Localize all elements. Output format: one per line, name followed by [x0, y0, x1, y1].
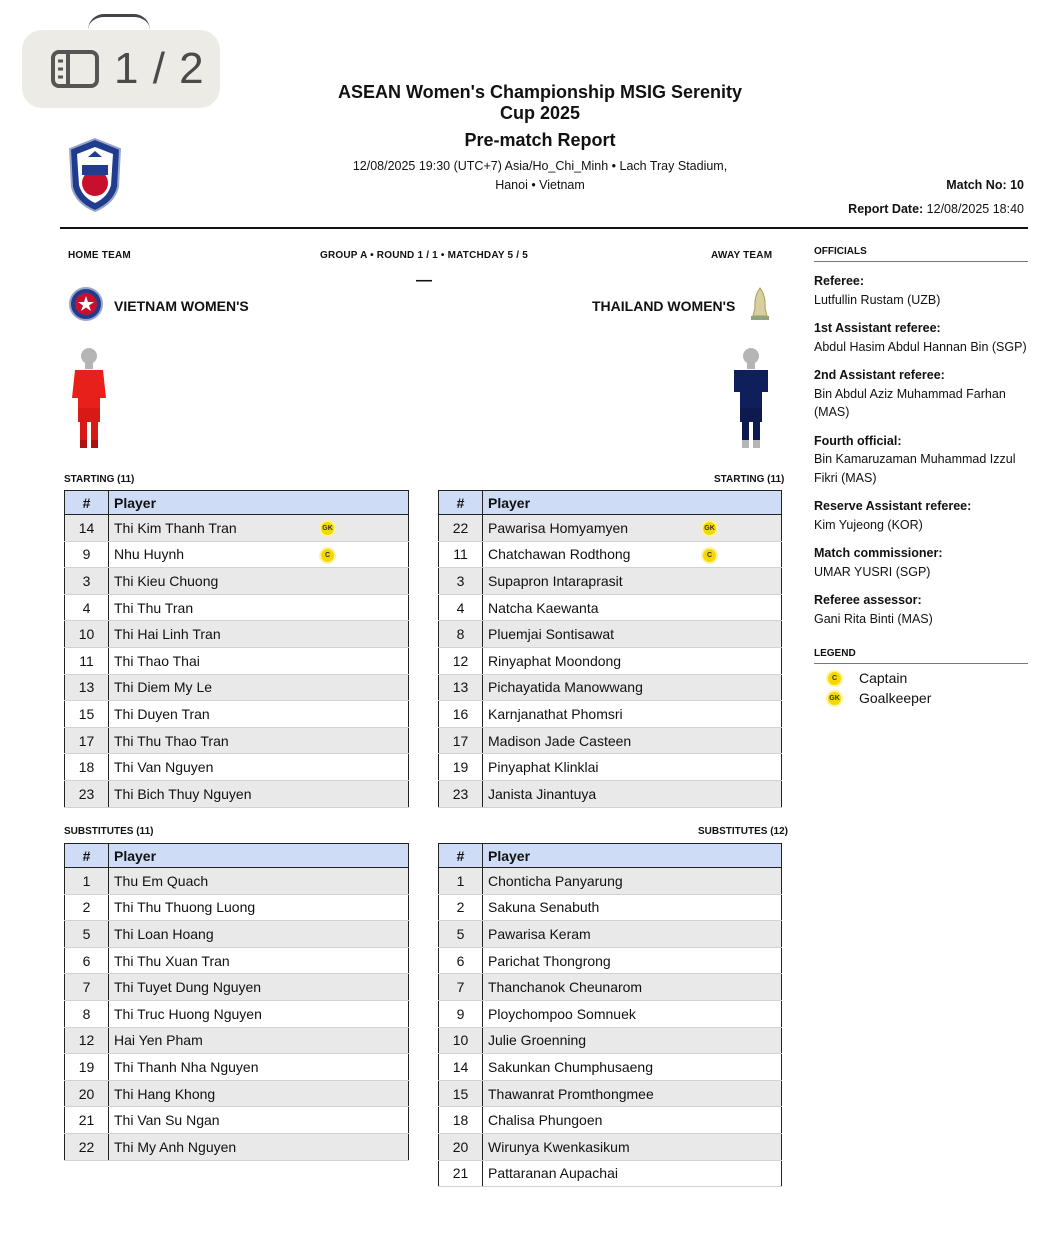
player-number: 11 [439, 541, 483, 568]
official-role: Referee assessor: [814, 593, 922, 607]
table-row [439, 727, 782, 754]
player-name-cell [483, 1027, 782, 1054]
player-name-cell [483, 647, 782, 674]
player-name-cell [109, 947, 409, 974]
official-name: UMAR YUSRI (SGP) [814, 564, 931, 579]
table-row [65, 1054, 409, 1081]
player-name: Thi Duyen Tran [114, 705, 210, 722]
away-kit-figure [728, 346, 774, 455]
player-name-cell [109, 515, 409, 542]
table-row [439, 621, 782, 648]
home-subs-table [64, 843, 409, 1161]
player-name: Thanchanok Cheunarom [488, 979, 643, 996]
player-name: Julie Groenning [488, 1032, 587, 1049]
player-name-cell [483, 701, 782, 728]
player-name: Thi Diem My Le [114, 679, 213, 696]
player-number: 16 [439, 701, 483, 728]
player-number: 21 [439, 1160, 483, 1187]
table-row [65, 1107, 409, 1134]
player-name-cell [483, 541, 782, 568]
table-row [65, 568, 409, 595]
player-number: 8 [65, 1000, 109, 1027]
player-name-cell [483, 674, 782, 701]
official-role: 2nd Assistant referee: [814, 368, 945, 382]
player-name-cell [483, 974, 782, 1001]
player-name: Pluemjai Sontisawat [488, 626, 615, 643]
player-name: Sakunkan Chumphusaeng [488, 1058, 654, 1075]
player-number: 23 [65, 780, 109, 807]
page-indicator[interactable] [22, 30, 220, 108]
legend-heading: LEGEND [814, 648, 1028, 664]
column-header-number: # [65, 844, 109, 868]
table-row [65, 1080, 409, 1107]
goalkeeper-badge-icon: GK [826, 690, 843, 707]
match-datetime-venue: 12/08/2025 19:30 (UTC+7) Asia/Ho_Chi_Minh • Lach Tray Stadium, [352, 159, 728, 173]
player-name: Natcha Kaewanta [488, 599, 599, 616]
player-name-cell [109, 921, 409, 948]
player-name-cell [109, 594, 409, 621]
table-row [439, 594, 782, 621]
player-number: 4 [65, 594, 109, 621]
table-row [65, 701, 409, 728]
table-row [65, 621, 409, 648]
player-name-cell [483, 594, 782, 621]
player-name: Parichat Thongrong [488, 952, 611, 969]
player-name: Sakuna Senabuth [488, 899, 600, 916]
player-name: Thi Thanh Nha Nguyen [114, 1058, 259, 1075]
table-row [439, 1000, 782, 1027]
official-entry [814, 591, 1028, 628]
official-role: Reserve Assistant referee: [814, 499, 972, 513]
table-row [65, 947, 409, 974]
player-name: Thi My Anh Nguyen [114, 1138, 237, 1155]
official-role: Referee: [814, 274, 865, 288]
player-name-cell [109, 1054, 409, 1081]
table-row [439, 868, 782, 895]
player-name: Madison Jade Casteen [488, 732, 632, 749]
official-name: Bin Abdul Aziz Muhammad Farhan (MAS) [814, 386, 1006, 419]
table-header-row [439, 491, 782, 515]
away-starting-table [438, 490, 782, 808]
player-number: 6 [439, 947, 483, 974]
player-number: 18 [439, 1107, 483, 1134]
player-name: Thi Thu Xuan Tran [114, 952, 230, 969]
table-row [65, 780, 409, 807]
player-number: 8 [439, 621, 483, 648]
table-row [65, 727, 409, 754]
tournament-logo [66, 137, 124, 218]
player-number: 11 [65, 647, 109, 674]
table-row [65, 754, 409, 781]
table-row [65, 974, 409, 1001]
player-number: 6 [65, 947, 109, 974]
player-number: 15 [439, 1080, 483, 1107]
table-row [439, 921, 782, 948]
player-name: Janista Jinantuya [488, 785, 597, 802]
player-name: Thi Thu Thao Tran [114, 732, 229, 749]
table-row [65, 647, 409, 674]
official-role: 1st Assistant referee: [814, 321, 941, 335]
player-name: Pinyaphat Klinklai [488, 759, 599, 776]
player-name-cell [109, 727, 409, 754]
player-name-cell [483, 515, 782, 542]
player-name-cell [483, 754, 782, 781]
player-name-cell [483, 1160, 782, 1187]
player-name: Pattaranan Aupachai [488, 1165, 618, 1182]
table-row [65, 515, 409, 542]
player-name: Chatchawan Rodthong [488, 546, 631, 563]
player-name-cell [109, 568, 409, 595]
player-name-cell [483, 568, 782, 595]
table-row [439, 780, 782, 807]
player-number: 12 [65, 1027, 109, 1054]
table-row [439, 701, 782, 728]
report-header [330, 82, 750, 195]
home-kit-figure [66, 346, 112, 455]
player-number: 13 [65, 674, 109, 701]
player-number: 13 [439, 674, 483, 701]
report-date [848, 202, 1024, 216]
sidebar-toggle-icon[interactable] [50, 49, 100, 89]
player-name-cell [109, 868, 409, 895]
table-header-row [65, 491, 409, 515]
report-date-label: Report Date: [848, 202, 924, 216]
player-number: 14 [65, 515, 109, 542]
player-name: Hai Yen Pham [114, 1032, 203, 1049]
player-number: 20 [65, 1080, 109, 1107]
away-subs-label: SUBSTITUTES (12) [698, 826, 789, 837]
player-name: Thi Bich Thuy Nguyen [114, 785, 252, 802]
player-name-cell [483, 868, 782, 895]
home-subs-label: SUBSTITUTES (11) [64, 826, 154, 837]
table-row [65, 894, 409, 921]
report-subtitle: Pre-match Report [464, 130, 616, 150]
home-starting-table [64, 490, 409, 808]
player-name-cell [483, 621, 782, 648]
column-header-player: Player [483, 491, 782, 515]
player-number: 7 [439, 974, 483, 1001]
legend-panel [814, 648, 1028, 708]
away-subs-table [438, 843, 782, 1187]
official-entry [814, 497, 1028, 534]
player-name-cell [483, 921, 782, 948]
player-number: 18 [65, 754, 109, 781]
table-row [439, 754, 782, 781]
player-name-cell [109, 1107, 409, 1134]
player-number: 17 [65, 727, 109, 754]
player-name: Pawarisa Keram [488, 925, 591, 942]
player-name-cell [109, 780, 409, 807]
table-row [65, 594, 409, 621]
legend-item [826, 688, 1028, 708]
away-starting-label: STARTING (11) [714, 474, 785, 485]
player-name: Thi Kieu Chuong [114, 572, 219, 589]
player-name-cell [483, 1054, 782, 1081]
goalkeeper-badge-icon: GK [701, 520, 718, 537]
player-number: 3 [65, 568, 109, 595]
table-row [65, 1133, 409, 1160]
table-header-row [439, 844, 782, 868]
player-name-cell [483, 894, 782, 921]
player-name: Thi Tuyet Dung Nguyen [114, 979, 262, 996]
top-decoration [88, 14, 150, 30]
player-number: 9 [439, 1000, 483, 1027]
player-number: 7 [65, 974, 109, 1001]
player-name-cell [109, 1027, 409, 1054]
official-entry [814, 272, 1028, 309]
player-name-cell [483, 1107, 782, 1134]
player-name: Pawarisa Homyamyen [488, 519, 629, 536]
player-name: Thi Thu Tran [114, 599, 194, 616]
page-number: 1 / 2 [114, 44, 205, 93]
player-name: Thi Hai Linh Tran [114, 626, 221, 643]
column-header-player: Player [109, 844, 409, 868]
vietnam-crest-icon [68, 286, 104, 325]
round-label: GROUP A • ROUND 1 / 1 • MATCHDAY 5 / 5 [320, 250, 528, 261]
legend-label: Captain [859, 670, 908, 686]
player-number: 20 [439, 1133, 483, 1160]
table-row [65, 868, 409, 895]
player-name: Thi Thao Thai [114, 652, 200, 669]
home-team [68, 286, 249, 325]
away-team-name: THAILAND WOMEN'S [592, 297, 736, 314]
table-row [65, 1000, 409, 1027]
player-name-cell [109, 754, 409, 781]
player-name: Thu Em Quach [114, 872, 209, 889]
column-header-number: # [439, 844, 483, 868]
player-name-cell [109, 1080, 409, 1107]
table-row [439, 541, 782, 568]
player-name-cell [483, 1000, 782, 1027]
away-team-label: AWAY TEAM [711, 250, 773, 261]
table-row [439, 1107, 782, 1134]
table-row [439, 647, 782, 674]
captain-badge-icon: C [701, 547, 718, 564]
player-name-cell [109, 621, 409, 648]
player-name: Thi Truc Huong Nguyen [114, 1005, 262, 1022]
player-name: Chalisa Phungoen [488, 1112, 603, 1129]
header-divider [60, 227, 1028, 229]
player-number: 15 [65, 701, 109, 728]
player-name-cell [109, 647, 409, 674]
player-name: Supapron Intaraprasit [488, 572, 623, 589]
match-number: Match No: 10 [946, 178, 1024, 192]
thailand-crest-icon [747, 286, 773, 325]
official-role: Match commissioner: [814, 546, 943, 560]
player-name-cell [109, 541, 409, 568]
player-name: Thi Van Su Ngan [114, 1112, 220, 1129]
player-number: 1 [65, 868, 109, 895]
officials-heading: OFFICIALS [814, 246, 1028, 262]
table-row [65, 1027, 409, 1054]
player-name-cell [109, 894, 409, 921]
player-number: 5 [439, 921, 483, 948]
player-name: Thawanrat Promthongmee [488, 1085, 654, 1102]
table-row [439, 515, 782, 542]
official-entry [814, 432, 1028, 488]
table-header-row [65, 844, 409, 868]
table-row [439, 1133, 782, 1160]
official-entry [814, 319, 1028, 356]
captain-badge-icon: C [826, 670, 843, 687]
column-header-number: # [65, 491, 109, 515]
player-name: Thi Loan Hoang [114, 925, 214, 942]
player-number: 2 [65, 894, 109, 921]
table-row [439, 947, 782, 974]
player-number: 9 [65, 541, 109, 568]
official-role: Fourth official: [814, 433, 902, 448]
table-row [65, 541, 409, 568]
official-name: Gani Rita Binti (MAS) [814, 611, 933, 626]
table-row [439, 1080, 782, 1107]
player-number: 12 [439, 647, 483, 674]
player-number: 23 [439, 780, 483, 807]
official-name: Kim Yujeong (KOR) [814, 517, 923, 532]
player-name-cell [109, 1133, 409, 1160]
home-starting-label: STARTING (11) [64, 474, 135, 485]
player-name: Thi Kim Thanh Tran [114, 519, 237, 536]
goalkeeper-badge-icon: GK [319, 520, 336, 537]
player-name-cell [109, 701, 409, 728]
player-number: 19 [439, 754, 483, 781]
away-team [592, 286, 773, 325]
player-number: 21 [65, 1107, 109, 1134]
player-name: Ploychompoo Somnuek [488, 1005, 636, 1022]
table-row [439, 1027, 782, 1054]
table-row [439, 1160, 782, 1187]
score-placeholder: — [416, 272, 432, 289]
player-number: 5 [65, 921, 109, 948]
officials-panel [814, 246, 1028, 628]
player-number: 17 [439, 727, 483, 754]
table-row [65, 921, 409, 948]
official-name: Lutfullin Rustam (UZB) [814, 292, 941, 307]
player-number: 4 [439, 594, 483, 621]
legend-label: Goalkeeper [859, 690, 932, 706]
table-row [439, 974, 782, 1001]
player-name: Karnjanathat Phomsri [488, 705, 623, 722]
player-name: Thi Thu Thuong Luong [114, 899, 256, 916]
official-entry [814, 544, 1028, 581]
tournament-title: ASEAN Women's Championship MSIG Serenity Cup 2025 [337, 82, 742, 123]
report-date-value: 12/08/2025 18:40 [926, 202, 1024, 216]
player-number: 10 [65, 621, 109, 648]
player-name: Thi Van Nguyen [114, 759, 214, 776]
player-name-cell [483, 1080, 782, 1107]
home-team-label: HOME TEAM [68, 250, 131, 261]
player-name: Pichayatida Manowwang [488, 679, 643, 696]
table-row [65, 674, 409, 701]
player-name-cell [109, 674, 409, 701]
player-name: Chonticha Panyarung [488, 872, 623, 889]
player-number: 3 [439, 568, 483, 595]
column-header-player: Player [109, 491, 409, 515]
table-row [439, 894, 782, 921]
player-name: Nhu Huynh [114, 546, 185, 563]
official-name: Abdul Hasim Abdul Hannan Bin (SGP) [814, 339, 1027, 354]
player-name: Thi Hang Khong [114, 1085, 216, 1102]
player-name-cell [109, 1000, 409, 1027]
official-entry [814, 366, 1028, 422]
player-number: 14 [439, 1054, 483, 1081]
player-name-cell [483, 727, 782, 754]
player-number: 19 [65, 1054, 109, 1081]
match-location: Hanoi • Vietnam [495, 178, 585, 192]
column-header-number: # [439, 491, 483, 515]
player-number: 10 [439, 1027, 483, 1054]
column-header-player: Player [483, 844, 782, 868]
player-number: 1 [439, 868, 483, 895]
captain-badge-icon: C [319, 547, 336, 564]
player-name: Rinyaphat Moondong [488, 652, 622, 669]
table-row [439, 568, 782, 595]
table-row [439, 674, 782, 701]
official-name: Bin Kamaruzaman Muhammad Izzul Fikri (MAS) [814, 452, 1016, 485]
legend-item [826, 668, 1028, 688]
player-number: 22 [65, 1133, 109, 1160]
player-name-cell [109, 974, 409, 1001]
player-name-cell [483, 780, 782, 807]
player-name: Wirunya Kwenkasikum [488, 1138, 630, 1155]
table-row [439, 1054, 782, 1081]
player-name-cell [483, 1133, 782, 1160]
player-number: 2 [439, 894, 483, 921]
home-team-name: VIETNAM WOMEN'S [114, 297, 249, 314]
player-number: 22 [439, 515, 483, 542]
player-name-cell [483, 947, 782, 974]
